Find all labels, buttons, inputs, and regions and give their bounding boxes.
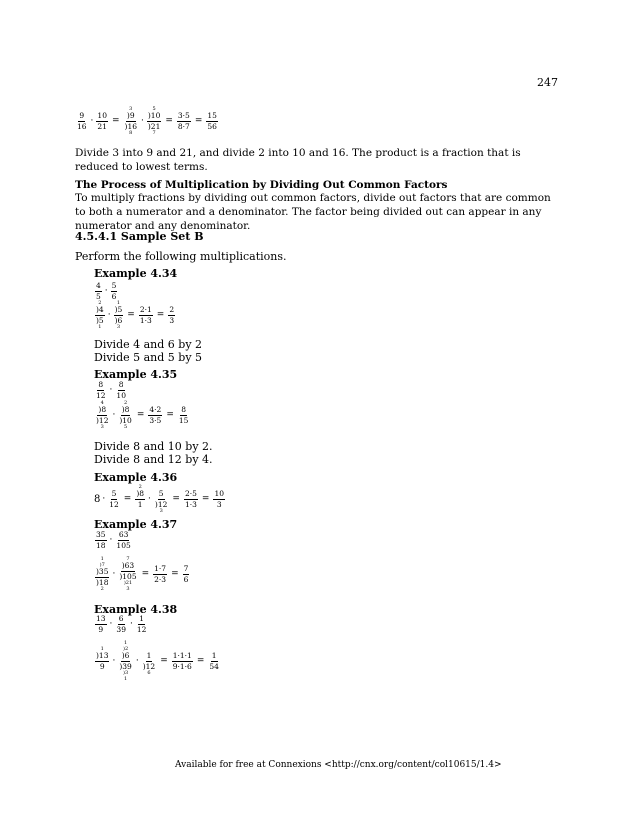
example-note: Divide 8 and 10 by 2. [94, 440, 213, 453]
intro-paragraph: Divide 3 into 9 and 21, and divide 2 into 10 and 16. The product is a fraction that is reduced to lowest terms. [75, 147, 521, 173]
example-title: Example 4.36 [94, 471, 178, 484]
example-solution: 2 )4 )5 1 · 1 )5 )6 3 = $\frac{2\cdot 1}{1\cdot 3}$ = $\frac{2}{3}$ [96, 300, 175, 330]
example-problem: $\frac{8}{12}$ · $\frac{8}{10}$ [96, 380, 126, 400]
example-problem: $\frac{4}{5}$ · $\frac{5}{6}$ [96, 281, 117, 301]
footer: Available for free at Connexions <http://cnx.org/content/col10615/1.4> [175, 760, 502, 770]
page-number: 247 [537, 76, 558, 89]
intro-equation: $\frac{9}{16}$ · $\frac{10}{21}$ = 3 )9 )16 8 · 5 )10 )21 7 = $\frac{3\cdot 5}{8\cdot 7}$ = $\frac{15}{56}$ [77, 106, 217, 136]
example-note: Divide 4 and 6 by 2 [94, 338, 203, 351]
example-solution: 8 · $\frac{5}{12}$ = 2 )8 1 · 5 )12 3 = $\frac{2\cdot 5}{1\cdot 3}$ = $\frac{10}{3}$ [94, 484, 224, 514]
example-note: Divide 8 and 12 by 4. [94, 453, 213, 466]
example-problem: $\frac{13}{9}$ · $\frac{6}{39}$ · $\frac{1}{12}$ [96, 614, 147, 634]
example-solution: 1 )13 9 · 1 )2 )6 )39 )3 1 · 1 )12 6 = $\frac{1\cdot 1\cdot 1}{9\cdot 1\cdot 6}$ = $\frac{1}{54}$ [96, 640, 219, 682]
example-title: Example 4.34 [94, 267, 178, 280]
instructions: Perform the following multiplications. [75, 250, 287, 263]
example-solution: 1 )7 )35 )18 2 · 7 )63 )105 )21 3 = $\frac{1\cdot 7}{2\cdot 3}$ = $\frac{7}{6}$ [96, 556, 189, 592]
example-note: Divide 5 and 5 by 5 [94, 351, 203, 364]
example-title: Example 4.35 [94, 368, 178, 381]
example-title: Example 4.38 [94, 603, 178, 616]
example-title: Example 4.37 [94, 518, 178, 531]
section-heading: The Process of Multiplication by Dividing Out Common Factors [75, 179, 448, 191]
example-solution: 4 )8 )12 3 · 2 )8 )10 5 = $\frac{4\cdot 2}{3\cdot 5}$ = $\frac{8}{15}$ [96, 400, 189, 430]
section-paragraph: To multiply fractions by dividing out common factors, divide out factors that are common to both a numerator and a denominator. The factor being divided out can appear in any numerator and any denominator. [75, 192, 551, 232]
subsection-title: 4.5.4.1 Sample Set B [75, 230, 204, 243]
example-problem: $\frac{35}{18}$ · $\frac{63}{105}$ [96, 530, 131, 550]
